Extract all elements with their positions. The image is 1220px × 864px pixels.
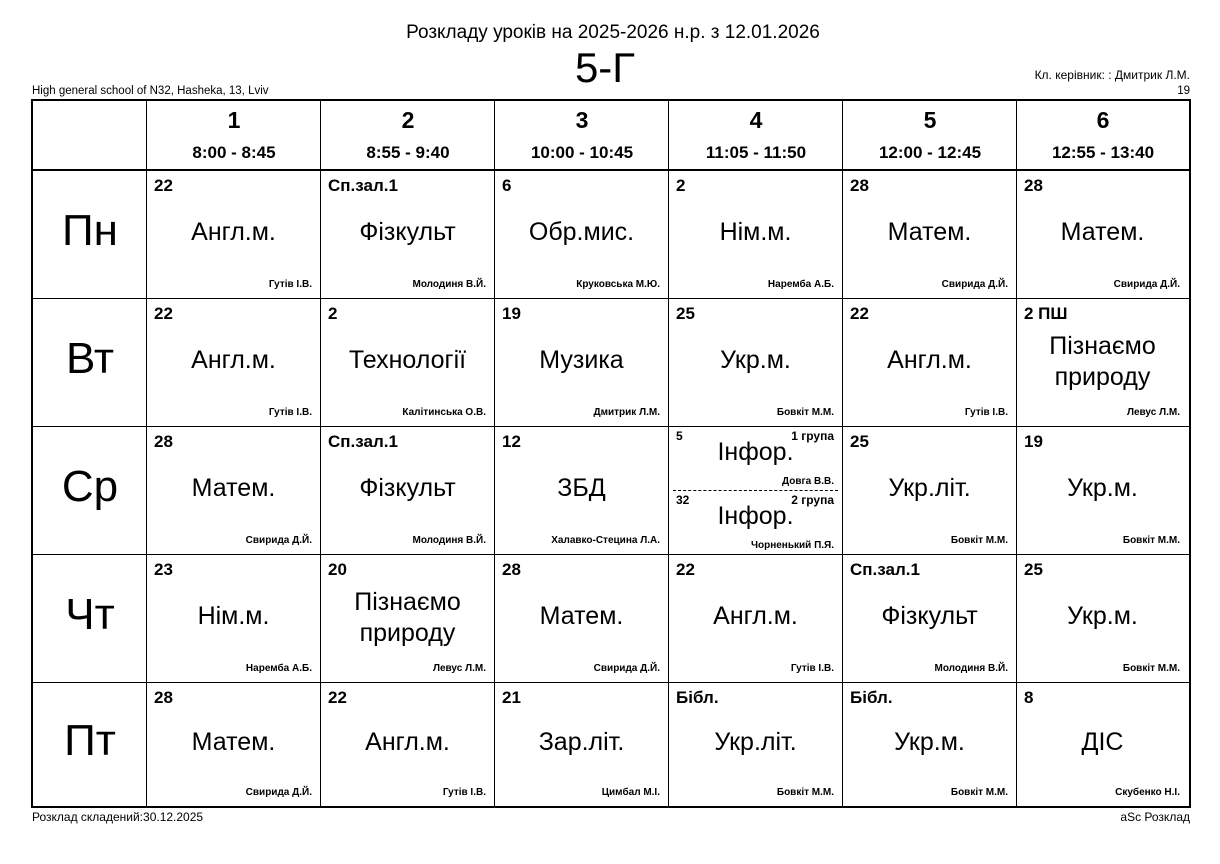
period-header <box>147 101 321 171</box>
lesson-room: 23 <box>154 560 173 579</box>
lesson-room: Сп.зал.1 <box>328 432 398 451</box>
class-teacher: Кл. керівник: : Дмитрик Л.М. <box>1034 68 1190 82</box>
lesson-teacher: Левус Л.М. <box>1126 407 1180 418</box>
lesson-subject: Нім.м. <box>719 218 792 246</box>
lesson-subject: Укр.м. <box>1067 474 1138 502</box>
lesson-subject: Укр.літ. <box>714 728 797 756</box>
lesson-cell <box>321 554 494 682</box>
lesson-subject: Англ.м. <box>713 602 798 630</box>
lesson-teacher: Гутів І.В. <box>442 787 486 798</box>
lesson-cell <box>669 298 842 426</box>
lesson-teacher: Бовкіт М.М. <box>950 535 1008 546</box>
lesson-room: Бібл. <box>850 688 893 707</box>
lesson-teacher: Свирида Д.Й. <box>593 663 660 674</box>
day-label: Вт <box>65 334 115 383</box>
lesson-cell <box>669 554 842 682</box>
lesson-cell <box>1017 170 1188 298</box>
lesson-cell <box>669 682 842 806</box>
lesson-room: 28 <box>850 176 869 195</box>
period-time: 12:55 - 13:40 <box>1051 143 1155 162</box>
lesson-teacher: Гутів І.В. <box>964 407 1008 418</box>
lesson-subject: Інфор. <box>717 502 794 530</box>
lesson-room: 25 <box>676 304 695 323</box>
lesson-room: 25 <box>1024 560 1043 579</box>
lesson-subject: Укр.м. <box>720 346 791 374</box>
lesson-room: 2 <box>676 176 686 195</box>
lesson-cell <box>843 298 1016 426</box>
lesson-cell <box>321 170 494 298</box>
lesson-teacher: Гутів І.В. <box>268 279 312 290</box>
period-number: 2 <box>401 107 415 133</box>
period-header <box>1017 101 1189 171</box>
lesson-cell <box>495 170 668 298</box>
day-label: Пт <box>64 716 116 765</box>
lesson-room: 19 <box>1024 432 1043 451</box>
lesson-room: 28 <box>154 432 173 451</box>
lesson-room: 28 <box>1024 176 1043 195</box>
lesson-group-label: 1 група <box>791 429 834 443</box>
lesson-teacher: Бовкіт М.М. <box>1122 535 1180 546</box>
lesson-cell <box>147 682 320 806</box>
day-label: Ср <box>61 462 119 511</box>
lesson-subject: Матем. <box>539 602 624 630</box>
lesson-teacher: Свирида Д.Й. <box>245 787 312 798</box>
lesson-room: 6 <box>502 176 512 195</box>
lesson-subject: Матем. <box>1060 218 1145 246</box>
lesson-cell <box>1017 298 1188 426</box>
lesson-subject: Пізнаємо природу <box>1049 332 1156 391</box>
lesson-room: 2 ПШ <box>1024 304 1068 323</box>
period-time: 11:05 - 11:50 <box>705 143 807 162</box>
group-divider <box>673 490 838 491</box>
lesson-room: Сп.зал.1 <box>328 176 398 195</box>
lesson-cell <box>669 170 842 298</box>
day-label: Чт <box>65 590 115 639</box>
lesson-subject: Укр.літ. <box>888 474 971 502</box>
lesson-subject: ЗБД <box>557 474 606 502</box>
lesson-room: 8 <box>1024 688 1034 707</box>
software-name: aSc Розклад <box>1120 810 1190 824</box>
lesson-cell <box>495 426 668 554</box>
lesson-cell <box>321 298 494 426</box>
lesson-cell <box>495 554 668 682</box>
period-number: 3 <box>575 107 589 133</box>
lesson-room: Сп.зал.1 <box>850 560 920 579</box>
lesson-teacher: Довга В.В. <box>781 476 834 487</box>
lesson-cell <box>669 426 842 554</box>
lesson-subject: Фізкульт <box>359 218 456 246</box>
lesson-teacher: Халавко-Стецина Л.А. <box>551 535 660 546</box>
lesson-teacher: Бовкіт М.М. <box>950 787 1008 798</box>
lesson-teacher: Бовкіт М.М. <box>776 787 834 798</box>
lesson-subject: Англ.м. <box>191 346 276 374</box>
period-time: 8:55 - 9:40 <box>366 143 450 162</box>
lesson-cell <box>147 554 320 682</box>
lesson-room: 2 <box>328 304 338 323</box>
lesson-teacher: Молодиня В.Й. <box>934 663 1008 674</box>
lesson-subject: Матем. <box>191 474 276 502</box>
lesson-subject: Нім.м. <box>197 602 270 630</box>
period-header <box>669 101 843 171</box>
lesson-room: 28 <box>502 560 521 579</box>
lesson-cell <box>843 170 1016 298</box>
lesson-teacher: Дмитрик Л.М. <box>593 407 660 418</box>
day-label: Пн <box>62 206 118 255</box>
lesson-room: 20 <box>328 560 347 579</box>
lesson-teacher: Чорненький П.Я. <box>750 540 834 551</box>
lesson-group <box>669 426 842 490</box>
lesson-teacher: Гутів І.В. <box>268 407 312 418</box>
lesson-subject: Матем. <box>887 218 972 246</box>
lesson-subject: Матем. <box>191 728 276 756</box>
lesson-subject: Інфор. <box>717 438 794 466</box>
lesson-teacher: Бовкіт М.М. <box>776 407 834 418</box>
lesson-cell <box>147 298 320 426</box>
lesson-cell <box>495 682 668 806</box>
lesson-room: 22 <box>676 560 695 579</box>
lesson-room: 12 <box>502 432 521 451</box>
lesson-room: Бібл. <box>676 688 719 707</box>
lesson-teacher: Цимбал М.І. <box>601 787 660 798</box>
lesson-subject: Фізкульт <box>881 602 978 630</box>
lesson-teacher: Левус Л.М. <box>432 663 486 674</box>
period-time: 8:00 - 8:45 <box>192 143 276 162</box>
lesson-teacher: Гутів І.В. <box>790 663 834 674</box>
lesson-cell <box>1017 554 1188 682</box>
lesson-room: 22 <box>154 304 173 323</box>
lesson-subject: Англ.м. <box>191 218 276 246</box>
period-header <box>321 101 495 171</box>
lesson-room: 25 <box>850 432 869 451</box>
class-name: 5-Г <box>574 44 636 91</box>
timetable-grid <box>31 99 1191 808</box>
lesson-subject: Музика <box>539 346 624 374</box>
page-number: 19 <box>1177 85 1190 97</box>
lesson-room: 19 <box>502 304 521 323</box>
lesson-teacher: Наремба А.Б. <box>245 663 312 674</box>
period-header <box>843 101 1017 171</box>
lesson-subject: Укр.м. <box>894 728 965 756</box>
lesson-room: 22 <box>328 688 347 707</box>
lesson-subject: Технології <box>348 346 467 374</box>
lesson-cell <box>843 682 1016 806</box>
lesson-room: 28 <box>154 688 173 707</box>
lesson-teacher: Наремба А.Б. <box>767 279 834 290</box>
lesson-teacher: Калітинська О.В. <box>402 407 486 418</box>
lesson-cell <box>1017 682 1188 806</box>
period-number: 1 <box>227 107 241 133</box>
lesson-teacher: Молодиня В.Й. <box>412 535 486 546</box>
lesson-subject: Англ.м. <box>887 346 972 374</box>
period-header <box>495 101 669 171</box>
lesson-teacher: Молодиня В.Й. <box>412 279 486 290</box>
period-time: 12:00 - 12:45 <box>878 143 982 162</box>
lesson-room: 22 <box>850 304 869 323</box>
lesson-subject: Укр.м. <box>1067 602 1138 630</box>
lesson-cell <box>843 554 1016 682</box>
lesson-teacher: Скубенко Н.І. <box>1115 787 1180 798</box>
lesson-subject: Фізкульт <box>359 474 456 502</box>
lesson-room: 32 <box>676 493 690 507</box>
lesson-cell <box>843 426 1016 554</box>
lesson-subject: Пізнаємо природу <box>354 588 461 647</box>
schedule-title: Розкладу уроків на 2025-2026 н.р. з 12.01.2026 <box>406 22 820 43</box>
compiled-date: Розклад складений:30.12.2025 <box>32 810 204 824</box>
lesson-subject: Зар.літ. <box>538 728 625 756</box>
lesson-teacher: Круковська М.Ю. <box>576 279 660 290</box>
lesson-room: 22 <box>154 176 173 195</box>
lesson-cell <box>147 426 320 554</box>
period-number: 5 <box>923 107 937 133</box>
lesson-teacher: Свирида Д.Й. <box>941 279 1008 290</box>
lesson-cell <box>321 682 494 806</box>
lesson-group <box>669 490 842 554</box>
lesson-subject: Обр.мис. <box>528 218 635 246</box>
lesson-cell <box>147 170 320 298</box>
lesson-teacher: Свирида Д.Й. <box>245 535 312 546</box>
lesson-subject: Англ.м. <box>365 728 450 756</box>
lesson-group-label: 2 група <box>791 493 834 507</box>
lesson-teacher: Бовкіт М.М. <box>1122 663 1180 674</box>
lesson-room: 21 <box>502 688 521 707</box>
school-name: High general school of N32, Hasheka, 13, Lviv <box>32 85 269 97</box>
period-number: 6 <box>1096 107 1110 133</box>
period-time: 10:00 - 10:45 <box>530 143 634 162</box>
lesson-teacher: Свирида Д.Й. <box>1113 279 1180 290</box>
lesson-cell <box>1017 426 1188 554</box>
lesson-room: 5 <box>676 429 683 443</box>
lesson-cell <box>321 426 494 554</box>
lesson-cell <box>495 298 668 426</box>
lesson-subject: ДІС <box>1081 728 1124 756</box>
period-number: 4 <box>749 107 763 133</box>
